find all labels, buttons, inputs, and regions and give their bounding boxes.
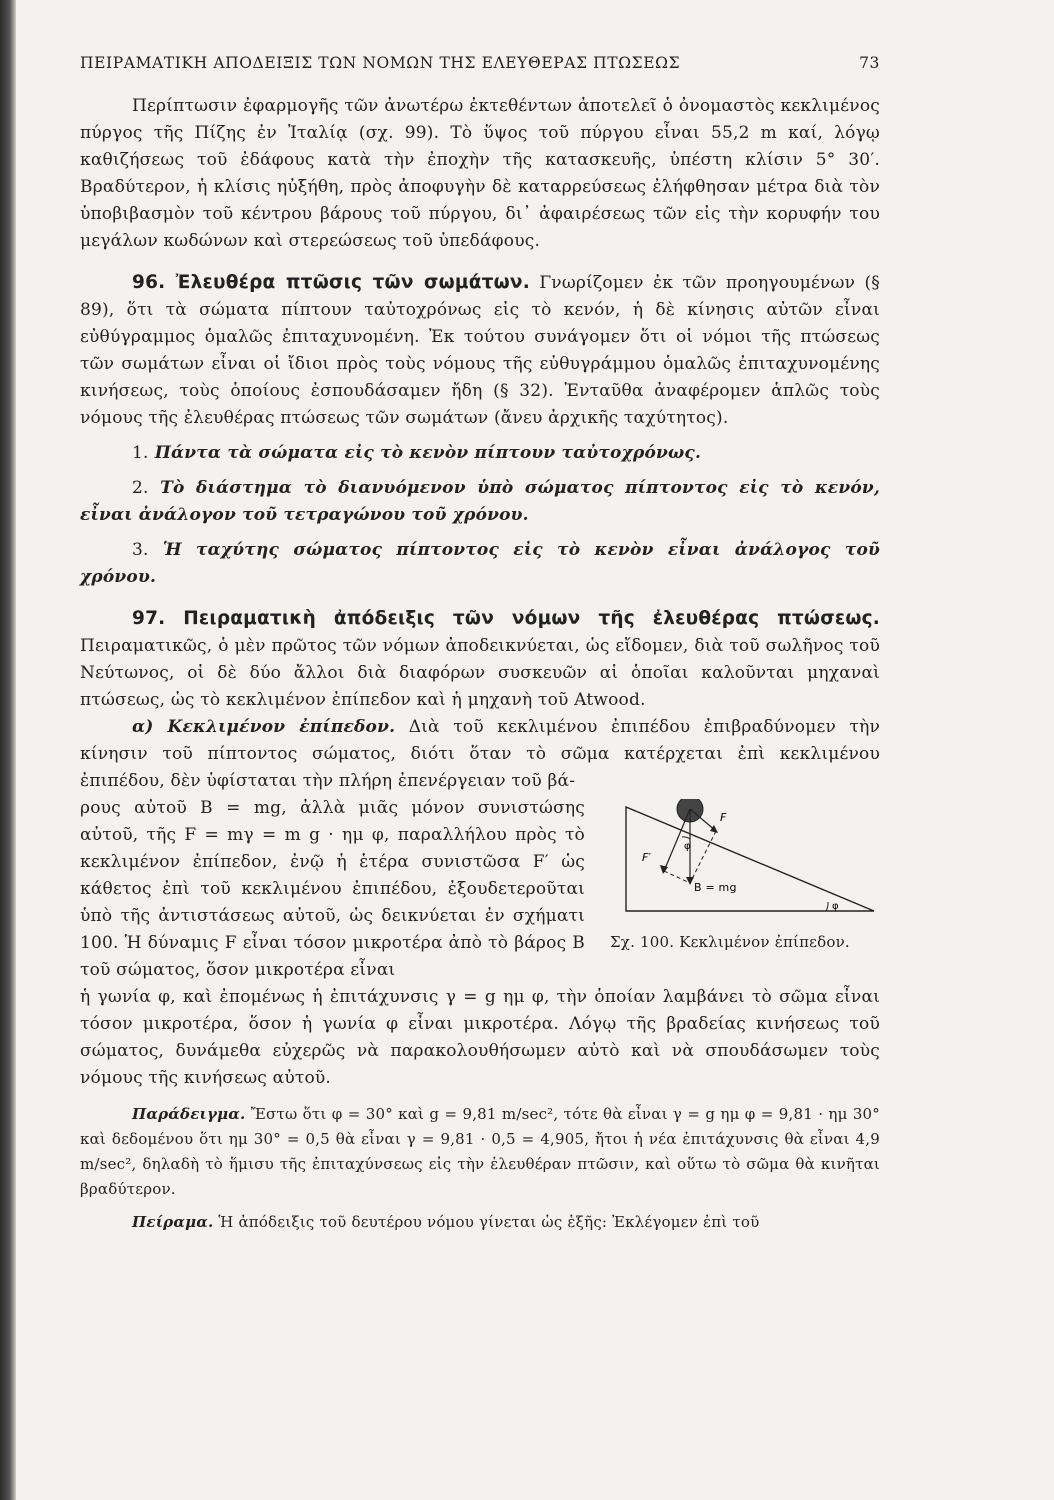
page	[80, 50, 880, 1235]
label-F-prime: F′	[642, 851, 652, 864]
label-phi-2: φ	[832, 901, 839, 912]
figure-row	[80, 795, 880, 984]
law-3-text: Ἡ ταχύτης σώματος πίπτοντος εἰς τὸ κενὸν εἶναι ἀνάλογος τοῦ χρόνου.	[80, 540, 880, 587]
subsection-a-text-bottom: ἡ γωνία φ, καὶ ἐπομένως ἡ ἐπιτάχυνσις γ = g ημ φ, τὴν ὁποίαν λαμβάνει τὸ σῶμα εἶναι τόσον μικροτέρα, ὅσον ἡ γωνία φ εἶναι μικροτέρα. Λόγῳ τῆς βραδείας κινήσεως τοῦ σώματος, δυνάμεθα εὐχερῶς νὰ παρακολουθήσωμεν αὐτὸ καὶ νὰ σπουδάσωμεν τοὺς νόμους τῆς κινήσεως αὐτοῦ.	[80, 987, 880, 1088]
example-text: Ἔστω ὅτι φ = 30° καὶ g = 9,81 m/sec², τότε θὰ εἶναι γ = g ημ φ = 9,81 · ημ 30° καὶ δεδομένου ὅτι ημ 30° = 0,5 θὰ εἶναι γ = 9,81 · 0,5 = 4,905, ἤτοι ἡ νέα ἐπιτάχυνσις θὰ εἶναι 4,9 m/sec², δηλαδὴ τὸ ἥμισυ τῆς ἐπιταχύνσεως εἰς τὴν ἐλευθέραν πτῶσιν, καὶ οὕτω τὸ σῶμα θὰ κινῆται βραδύτερον.	[80, 1105, 881, 1198]
section-96-text: Γνωρίζομεν ἐκ τῶν προηγουμένων (§ 89), ὅτι τὰ σώματα πίπτουν ταὐτοχρόνως εἰς τὸ κενόν, ἡ δὲ κίνησις αὐτῶν εἶναι εὐθύγραμμος ὁμαλῶς ἐπιταχυνομένη. Ἐκ τούτου συνάγομεν ὅτι οἱ νόμοι τῆς πτώσεως τῶν σωμάτων εἶναι οἱ ἴδιοι πρὸς τοὺς νόμους τῆς εὐθυγράμμου ὁμαλῶς ἐπιταχυνομένης κινήσεως, τοὺς ὁποίους ἐσπουδάσαμεν ἤδη (§ 32). Ἐνταῦθα ἀναφέρομεν ἁπλῶς τοὺς νόμους τῆς ἐλευθέρας πτώσεως τῶν σωμάτων (ἄνευ ἀρχικῆς ταχύτητος).	[80, 273, 880, 428]
subsection-a-heading: α) Κεκλιμένον ἐπίπεδον.	[132, 717, 396, 737]
experiment-text: Ἡ ἀπόδειξις τοῦ δευτέρου νόμου γίνεται ὡς ἑξῆς: Ἐκλέγομεν ἐπὶ τοῦ	[218, 1213, 760, 1231]
book-spine	[0, 0, 16, 1500]
example-paragraph	[80, 1102, 880, 1202]
figure-side-text-block	[80, 795, 585, 984]
subsection-a-text-top: Διὰ τοῦ κεκλιμένου ἐπιπέδου ἐπιβραδύνομεν τὴν κίνησιν τοῦ πίπτοντος σώματος, διότι ὅταν τὸ σῶμα κατέρχεται ἐπὶ κεκλιμένου ἐπιπέδου, δὲν ὑφίσταται τὴν πλήρη ἐπενέργειαν τοῦ βά-	[80, 717, 880, 791]
figure-caption: Σχ. 100. Κεκλιμένον ἐπίπεδον.	[610, 933, 850, 951]
section-97-text: Πειραματικῶς, ὁ μὲν πρῶτος τῶν νόμων ἀποδεικνύεται, ὡς εἴδομεν, διὰ τοῦ σωλῆνος τοῦ Νεύτωνος, οἱ δὲ δύο ἄλλοι διὰ διαφόρων συσκευῶν αἱ ὁποῖαι καλοῦνται μηχαναὶ πτώσεως, ὡς τὸ κεκλιμένον ἐπίπεδον καὶ ἡ μηχανὴ τοῦ Atwood.	[80, 636, 880, 710]
header-title: ΠΕΙΡΑΜΑΤΙΚΗ ΑΠΟΔΕΙΞΙΣ ΤΩΝ ΝΟΜΩΝ ΤΗΣ ΕΛΕΥΘΕΡΑΣ ΠΤΩΣΕΩΣ	[80, 54, 681, 72]
law-2-text: Τὸ διάστημα τὸ διανυόμενον ὑπὸ σώματος πίπτοντος εἰς τὸ κενόν, εἶναι ἀνάλογον τοῦ τετραγώνου τοῦ χρόνου.	[80, 478, 880, 525]
angle-arc-1	[682, 837, 690, 839]
force-F-prime-vector	[664, 809, 690, 871]
figure-100	[610, 799, 880, 984]
subsection-a-intro	[80, 714, 880, 795]
law-1-number: 1.	[132, 443, 149, 463]
inclined-plane-diagram	[620, 799, 880, 919]
law-1	[80, 440, 880, 467]
label-F: F	[720, 811, 727, 824]
law-3-number: 3.	[132, 540, 149, 560]
figure-side-text: ρους αὐτοῦ B = mg, ἀλλὰ μιᾶς μόνον συνιστώσης αὐτοῦ, τῆς F = mγ = m g · ημ φ, παραλλήλου πρὸς τὸ κεκλιμένον ἐπίπεδον, ἐνῷ ἡ ἑτέρα συνιστῶσα F′ ὡς κάθετος ἐπὶ τοῦ κεκλιμένου ἐπιπέδου, ἐξουδετεροῦται ὑπὸ τῆς ἀντιστάσεως αὐτοῦ, ὡς δεικνύεται ἐν σχήματι 100. Ἡ δύναμις F εἶναι τόσον μικροτέρα ἀπὸ τὸ βάρος B τοῦ σώματος, ὅσον μικροτέρα εἶναι	[80, 798, 585, 980]
running-header	[80, 50, 880, 77]
incline-triangle	[626, 807, 874, 911]
section-97-heading: 97. Πειραματικὴ ἀπόδειξις τῶν νόμων τῆς ἐλευθέρας πτώσεως.	[132, 608, 880, 629]
section-97	[80, 605, 880, 714]
label-B: B = mg	[694, 881, 737, 894]
label-phi-1: φ	[684, 841, 691, 852]
example-label: Παράδειγμα.	[132, 1105, 246, 1123]
experiment-label: Πείραμα.	[132, 1213, 214, 1231]
angle-arc-2	[826, 902, 828, 911]
law-2	[80, 475, 880, 529]
page-number: 73	[859, 54, 880, 72]
intro-paragraph: Περίπτωσιν ἐφαρμογῆς τῶν ἀνωτέρω ἐκτεθέντων ἀποτελεῖ ὁ ὀνομαστὸς κεκλιμένος πύργος τῆς Πίζης ἐν Ἰταλίᾳ (σχ. 99). Τὸ ὕψος τοῦ πύργου εἶναι 55,2 m καί, λόγῳ καθιζήσεως τοῦ ἐδάφους κατὰ τὴν ἐποχὴν τῆς κατασκευῆς, ὑπέστη κλίσιν 5° 30′. Βραδύτερον, ἡ κλίσις ηὐξήθη, πρὸς ἀποφυγὴν δὲ καταρρεύσεως ἐλήφθησαν μέτρα διὰ τὸν ὑποβιβασμὸν τοῦ κέντρου βάρους τοῦ πύργου, δι᾽ ἀφαιρέσεως τῶν εἰς τὴν κορυφήν του μεγάλων κωδώνων καὶ στερεώσεως τοῦ ὑπεδάφους.	[80, 96, 880, 251]
experiment-paragraph	[80, 1210, 880, 1235]
section-96	[80, 269, 880, 432]
law-1-text: Πάντα τὰ σώματα εἰς τὸ κενὸν πίπτουν ταὐτοχρόνως.	[154, 443, 702, 463]
law-3	[80, 537, 880, 591]
law-2-number: 2.	[132, 478, 149, 498]
section-96-heading: 96. Ἐλευθέρα πτῶσις τῶν σωμάτων.	[132, 272, 530, 293]
